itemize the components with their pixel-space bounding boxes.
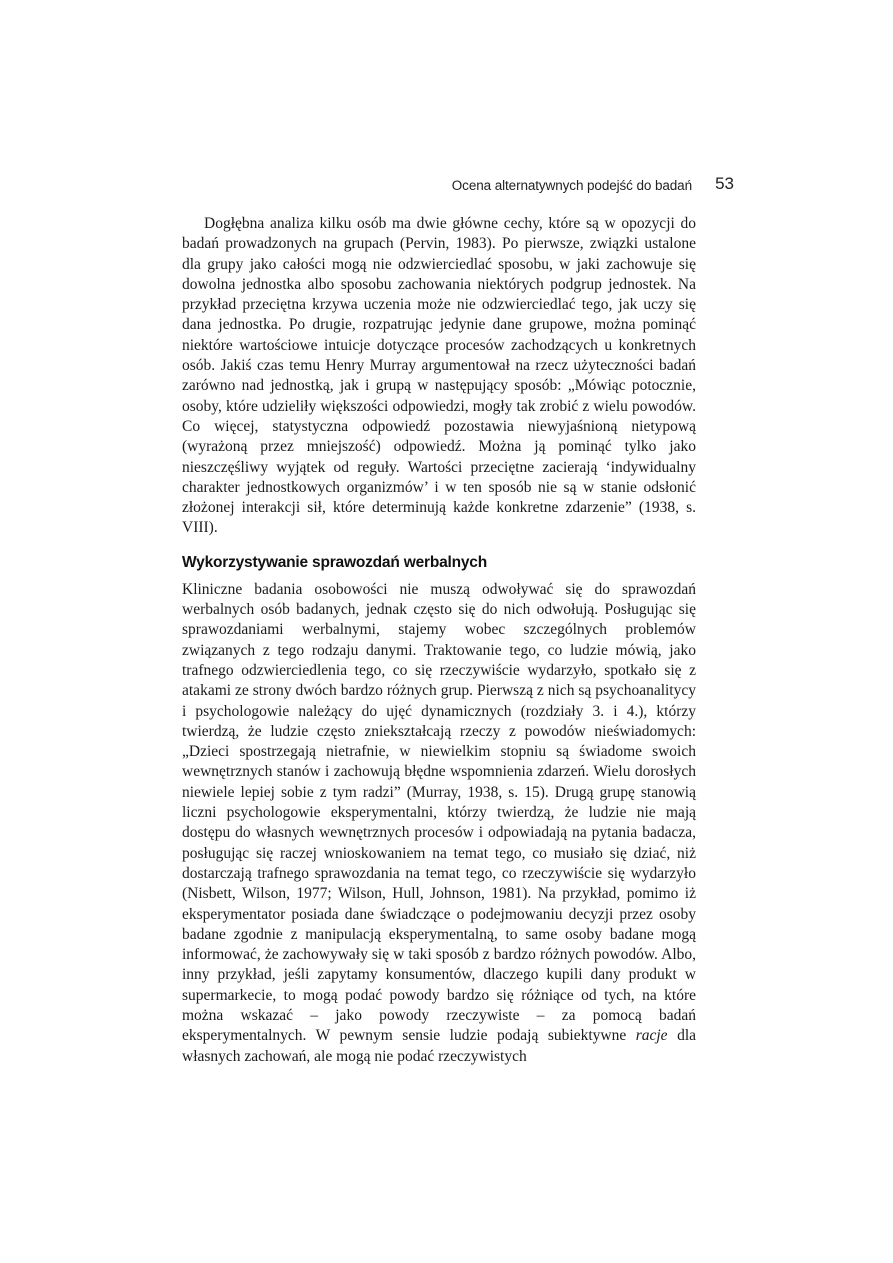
paragraph-verbal-reports: [182, 580, 696, 1067]
body-text: [182, 214, 696, 1067]
running-title: Ocena alternatywnych podejść do badań: [451, 178, 692, 193]
section-heading: Wykorzystywanie sprawozdań werbalnych: [182, 553, 487, 571]
paragraph-text-end: dla własnych zachowań, ale mogą nie podać rzeczywistych: [182, 1027, 697, 1065]
page-number: 53: [715, 174, 734, 193]
running-head: [182, 174, 734, 198]
italic-term: racje: [635, 1027, 668, 1045]
paragraph-text-main: Kliniczne badania osobowości nie muszą odwoływać się do sprawozdań werbalnych osób badanych, jednak często się do nich odwołują. Posługując się sprawozdaniami werbalnymi, stajemy wobec szczególnych problemów związanych z tego rodzaju danymi. Traktowanie tego, co ludzie mówią, jako trafnego odzwierciedlenia tego, co się rzeczywiście wydarzyło, spotkało się z atakami ze strony dwóch bardzo różnych grup. Pierwszą z nich są psychoanalitycy i psychologowie należący do ujęć dynamicznych (rozdziały 3. i 4.), którzy twierdzą, że ludzie często zniekształcają rzeczy z powodów nieświadomych: „Dzieci spostrzegają nietrafnie, w niewielkim stopniu są świadome swoich wewnętrznych stanów i zachowują błędne wspomnienia zdarzeń. Wielu dorosłych niewiele lepiej sobie z tym radzi” (Murray, 1938, s. 15). Drugą grupę stanowią liczni psychologowie eksperymentalni, którzy twierdzą, że ludzie nie mają dostępu do własnych wewnętrznych procesów i odpowiadają na pytania badacza, posługując się raczej wnioskowaniem na temat tego, co musiało się dziać, niż dostarczają trafnego sprawozdania na temat tego, co rzeczywiście się wydarzyło (Nisbett, Wilson, 1977; Wilson, Hull, Johnson, 1981). Na przykład, pomimo iż eksperymentator posiada dane świadczące o podejmowaniu decyzji przez osoby badane zgodnie z manipulacją eksperymentalną, to same osoby badane mogą informować, że zachowywały się w taki sposób z bardzo różnych powodów. Albo, inny przykład, jeśli zapytamy konsumentów, dlaczego kupili dany produkt w supermarkecie, to mogą podać powody bardzo się różniące od tych, na które można wskazać – jako powody rzeczywiste – za pomocą badań eksperymentalnych. W pewnym sensie ludzie podają subiektywne: [182, 580, 696, 1045]
paragraph-group-vs-individual: Dogłębna analiza kilku osób ma dwie główne cechy, które są w opozycji do badań prowadzonych na grupach (Pervin, 1983). Po pierwsze, związki ustalone dla grupy jako całości mogą nie odzwierciedlać sposobu, w jaki zachowuje się dowolna jednostka albo sposobu zachowania niektórych podgrup jednostek. Na przykład przeciętna krzywa uczenia może nie odzwierciedlać tego, jak uczy się dana jednostka. Po drugie, rozpatrując jedynie dane grupowe, można pominąć niektóre wartościowe intuicje dotyczące procesów zachodzących u konkretnych osób. Jakiś czas temu Henry Murray argumentował na rzecz użyteczności badań zarówno nad jednostką, jak i grupą w następujący sposób: „Mówiąc potocznie, osoby, które udzieliły większości odpowiedzi, mogły tak zrobić z wielu powodów. Co więcej, statystyczna odpowiedź pozostawia niewyjaśnioną nietypową (wyrażoną przez mniejszość) odpowiedź. Można ją pominąć tylko jako nieszczęśliwy wyjątek od reguły. Wartości przeciętne zacierają ‘indywidualny charakter jednostkowych organizmów’ i w ten sposób nie są w stanie odsłonić złożonej interakcji sił, które determinują każde konkretne zdarzenie” (1938, s. VIII).: [182, 215, 696, 537]
